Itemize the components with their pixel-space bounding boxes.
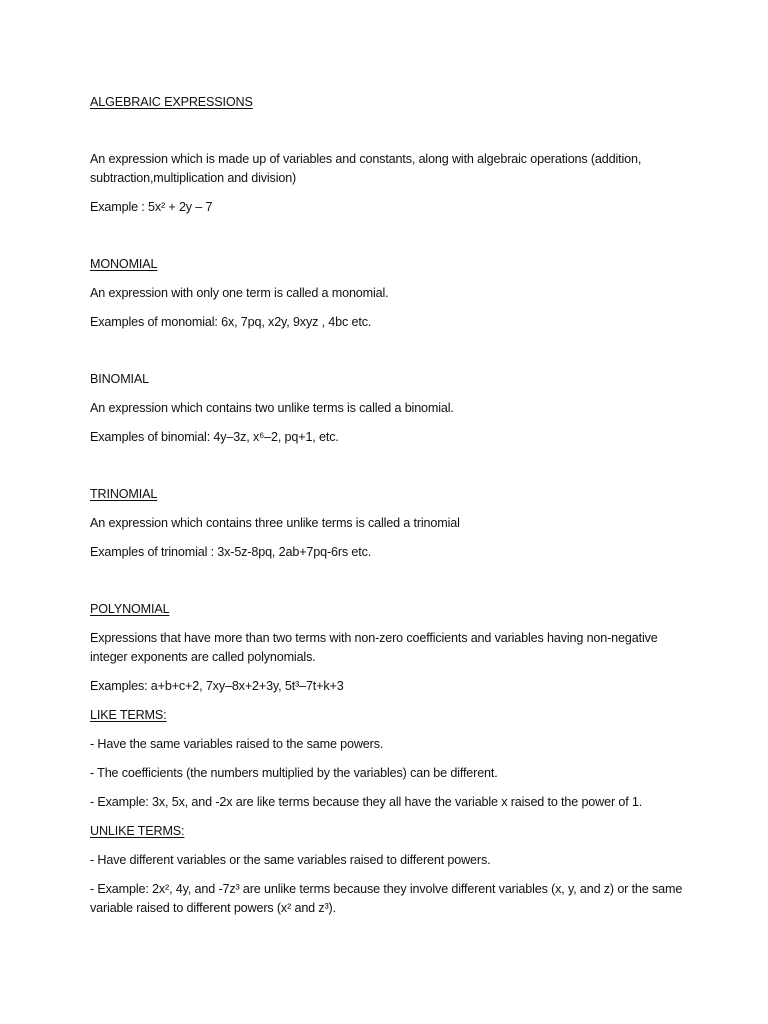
unlike-terms-point: - Example: 2x², 4y, and -7z³ are unlike terms because they involve different variables (x, y, and z) or the same variable raised to different powers (x² and z³). [90, 882, 683, 915]
monomial-examples: Examples of monomial: 6x, 7pq, x2y, 9xyz , 4bc etc. [90, 315, 372, 329]
monomial-definition: An expression with only one term is called a monomial. [90, 286, 389, 300]
unlike-terms-heading: UNLIKE TERMS: [90, 824, 185, 838]
binomial-examples: Examples of binomial: 4y–3z, x⁶–2, pq+1, etc. [90, 430, 339, 444]
trinomial-definition: An expression which contains three unlike terms is called a trinomial [90, 516, 460, 530]
binomial-definition: An expression which contains two unlike terms is called a binomial. [90, 401, 454, 415]
monomial-heading: MONOMIAL [90, 257, 158, 271]
intro-paragraph: An expression which is made up of variables and constants, along with algebraic operations (addition, subtraction,multiplication and division) [90, 152, 642, 185]
like-terms-heading: LIKE TERMS: [90, 708, 167, 722]
like-terms-point: - The coefficients (the numbers multiplied by the variables) can be different. [90, 766, 498, 780]
document-title: ALGEBRAIC EXPRESSIONS [90, 95, 253, 109]
polynomial-examples: Examples: a+b+c+2, 7xy–8x+2+3y, 5t³–7t+k+3 [90, 679, 344, 693]
intro-example: Example : 5x² + 2y – 7 [90, 200, 213, 214]
document-body [90, 93, 690, 918]
polynomial-heading: POLYNOMIAL [90, 602, 170, 616]
trinomial-heading: TRINOMIAL [90, 487, 158, 501]
unlike-terms-point: - Have different variables or the same variables raised to different powers. [90, 853, 491, 867]
trinomial-examples: Examples of trinomial : 3x-5z-8pq, 2ab+7pq-6rs etc. [90, 545, 372, 559]
polynomial-definition: Expressions that have more than two terms with non-zero coefficients and variables having non-negative integer exponents are called polynomials. [90, 631, 658, 664]
like-terms-point: - Have the same variables raised to the same powers. [90, 737, 384, 751]
binomial-heading: BINOMIAL [90, 372, 149, 386]
like-terms-point: - Example: 3x, 5x, and -2x are like terms because they all have the variable x raised to the power of 1. [90, 795, 643, 809]
